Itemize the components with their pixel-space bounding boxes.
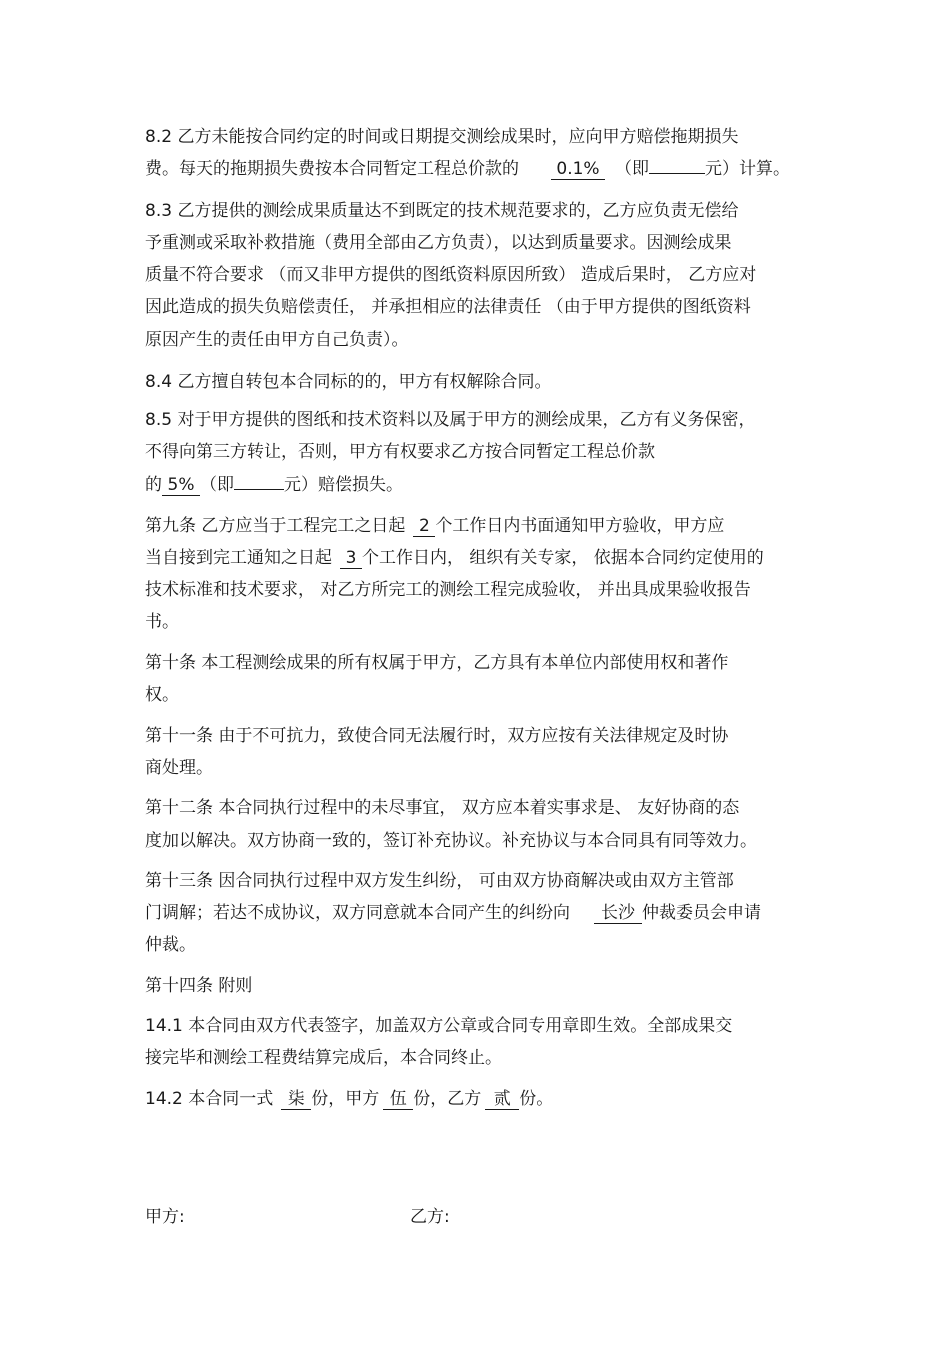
article-9-text-a: 第九条 乙方应当于工程完工之日起 [145, 516, 406, 536]
notice-days-blank: 2 [413, 517, 435, 537]
compensation-rate-blank: 5% [162, 476, 200, 496]
party-b-signature-label: 乙方: [410, 1207, 450, 1227]
copies-total-blank: 柒 [281, 1090, 311, 1110]
clause-8-3-line-1: 8.3 乙方提供的测绘成果质量达不到既定的技术规范要求的，乙方应负责无偿给 [145, 201, 739, 221]
clause-8-2-line-2 [145, 158, 790, 180]
clause-8-3-line-3: 质量不符合要求 （而又非甲方提供的图纸资料原因所致） 造成后果时， 乙方应对 [145, 265, 757, 285]
arbitration-city-blank: 长沙 [594, 904, 642, 924]
article-10-line-2: 权。 [145, 685, 179, 705]
article-9-line-4: 书。 [145, 612, 179, 632]
clause-14-2-text-c: 份，乙方 [413, 1089, 482, 1109]
clause-8-2-text-a: 费。每天的拖期损失费按本合同暂定工程总价款的 [145, 159, 519, 179]
article-13-line-2 [145, 902, 761, 924]
clause-8-5-text-a: 的 [145, 475, 162, 495]
clause-8-5-line-3 [145, 474, 403, 496]
article-9-text-d: 个工作日内， 组织有关专家， 依据本合同约定使用的 [362, 548, 764, 568]
article-13-text-b: 仲裁委员会申请 [642, 903, 761, 923]
article-12-line-1: 第十二条 本合同执行过程中的未尽事宜， 双方应本着实事求是、 友好协商的态 [145, 798, 740, 818]
article-9-text-b: 个工作日内书面通知甲方验收，甲方应 [435, 516, 725, 536]
clause-8-3-line-4: 因此造成的损失负赔偿责任， 并承担相应的法律责任 （由于甲方提供的图纸资料 [145, 297, 751, 317]
article-9-line-2 [145, 547, 764, 569]
clause-8-2-line-1: 8.2 乙方未能按合同约定的时间或日期提交测绘成果时，应向甲方赔偿拖期损失 [145, 127, 739, 147]
acceptance-days-blank: 3 [340, 549, 362, 569]
article-14-title: 第十四条 附则 [145, 976, 253, 996]
clause-14-1-line-2: 接完毕和测绘工程费结算完成后，本合同终止。 [145, 1048, 502, 1068]
clause-14-2-text-a: 14.2 本合同一式 [145, 1089, 274, 1109]
article-11-line-2: 商处理。 [145, 758, 213, 778]
clause-8-3-line-2: 予重测或采取补救措施（费用全部由乙方负责），以达到质量要求。因测绘成果 [145, 233, 732, 253]
article-10-line-1: 第十条 本工程测绘成果的所有权属于甲方，乙方具有本单位内部使用权和著作 [145, 653, 729, 673]
clause-14-1-line-1: 14.1 本合同由双方代表签字，加盖双方公章或合同专用章即生效。全部成果交 [145, 1016, 733, 1036]
clause-14-2-line [145, 1088, 553, 1110]
article-13-text-a: 门调解；若达不成协议，双方同意就本合同产生的纠纷向 [145, 903, 570, 923]
clause-8-2-text-c: 元）计算。 [705, 159, 790, 179]
penalty-rate-blank: 0.1% [551, 160, 605, 180]
clause-8-4-line-1: 8.4 乙方擅自转包本合同标的的，甲方有权解除合同。 [145, 372, 552, 392]
clause-8-5-line-1: 8.5 对于甲方提供的图纸和技术资料以及属于甲方的测绘成果，乙方有义务保密， [145, 410, 756, 430]
article-12-line-2: 度加以解决。双方协商一致的，签订补充协议。补充协议与本合同具有同等效力。 [145, 831, 757, 851]
clause-14-2-text-b: 份，甲方 [311, 1089, 380, 1109]
article-13-line-3: 仲裁。 [145, 935, 196, 955]
party-a-signature-label: 甲方: [145, 1207, 185, 1227]
clause-8-3-line-5: 原因产生的责任由甲方自己负责）。 [145, 330, 409, 350]
clause-8-2-text-b: （即 [615, 159, 649, 179]
clause-8-5-text-c: 元）赔偿损失。 [284, 475, 403, 495]
clause-14-2-text-d: 份。 [519, 1089, 554, 1109]
penalty-amount-blank [649, 173, 705, 174]
copies-party-a-blank: 伍 [383, 1090, 413, 1110]
copies-party-b-blank: 贰 [485, 1090, 519, 1110]
clause-8-5-line-2: 不得向第三方转让，否则，甲方有权要求乙方按合同暂定工程总价款 [145, 442, 655, 462]
compensation-amount-blank [234, 489, 284, 490]
clause-8-5-text-b: （即 [200, 475, 234, 495]
article-9-text-c: 当自接到完工通知之日起 [145, 548, 332, 568]
article-11-line-1: 第十一条 由于不可抗力，致使合同无法履行时，双方应按有关法律规定及时协 [145, 726, 729, 746]
article-13-line-1: 第十三条 因合同执行过程中双方发生纠纷， 可由双方协商解决或由双方主管部 [145, 871, 734, 891]
article-9-line-1 [145, 515, 724, 537]
article-9-line-3: 技术标准和技术要求， 对乙方所完工的测绘工程完成验收， 并出具成果验收报告 [145, 580, 751, 600]
